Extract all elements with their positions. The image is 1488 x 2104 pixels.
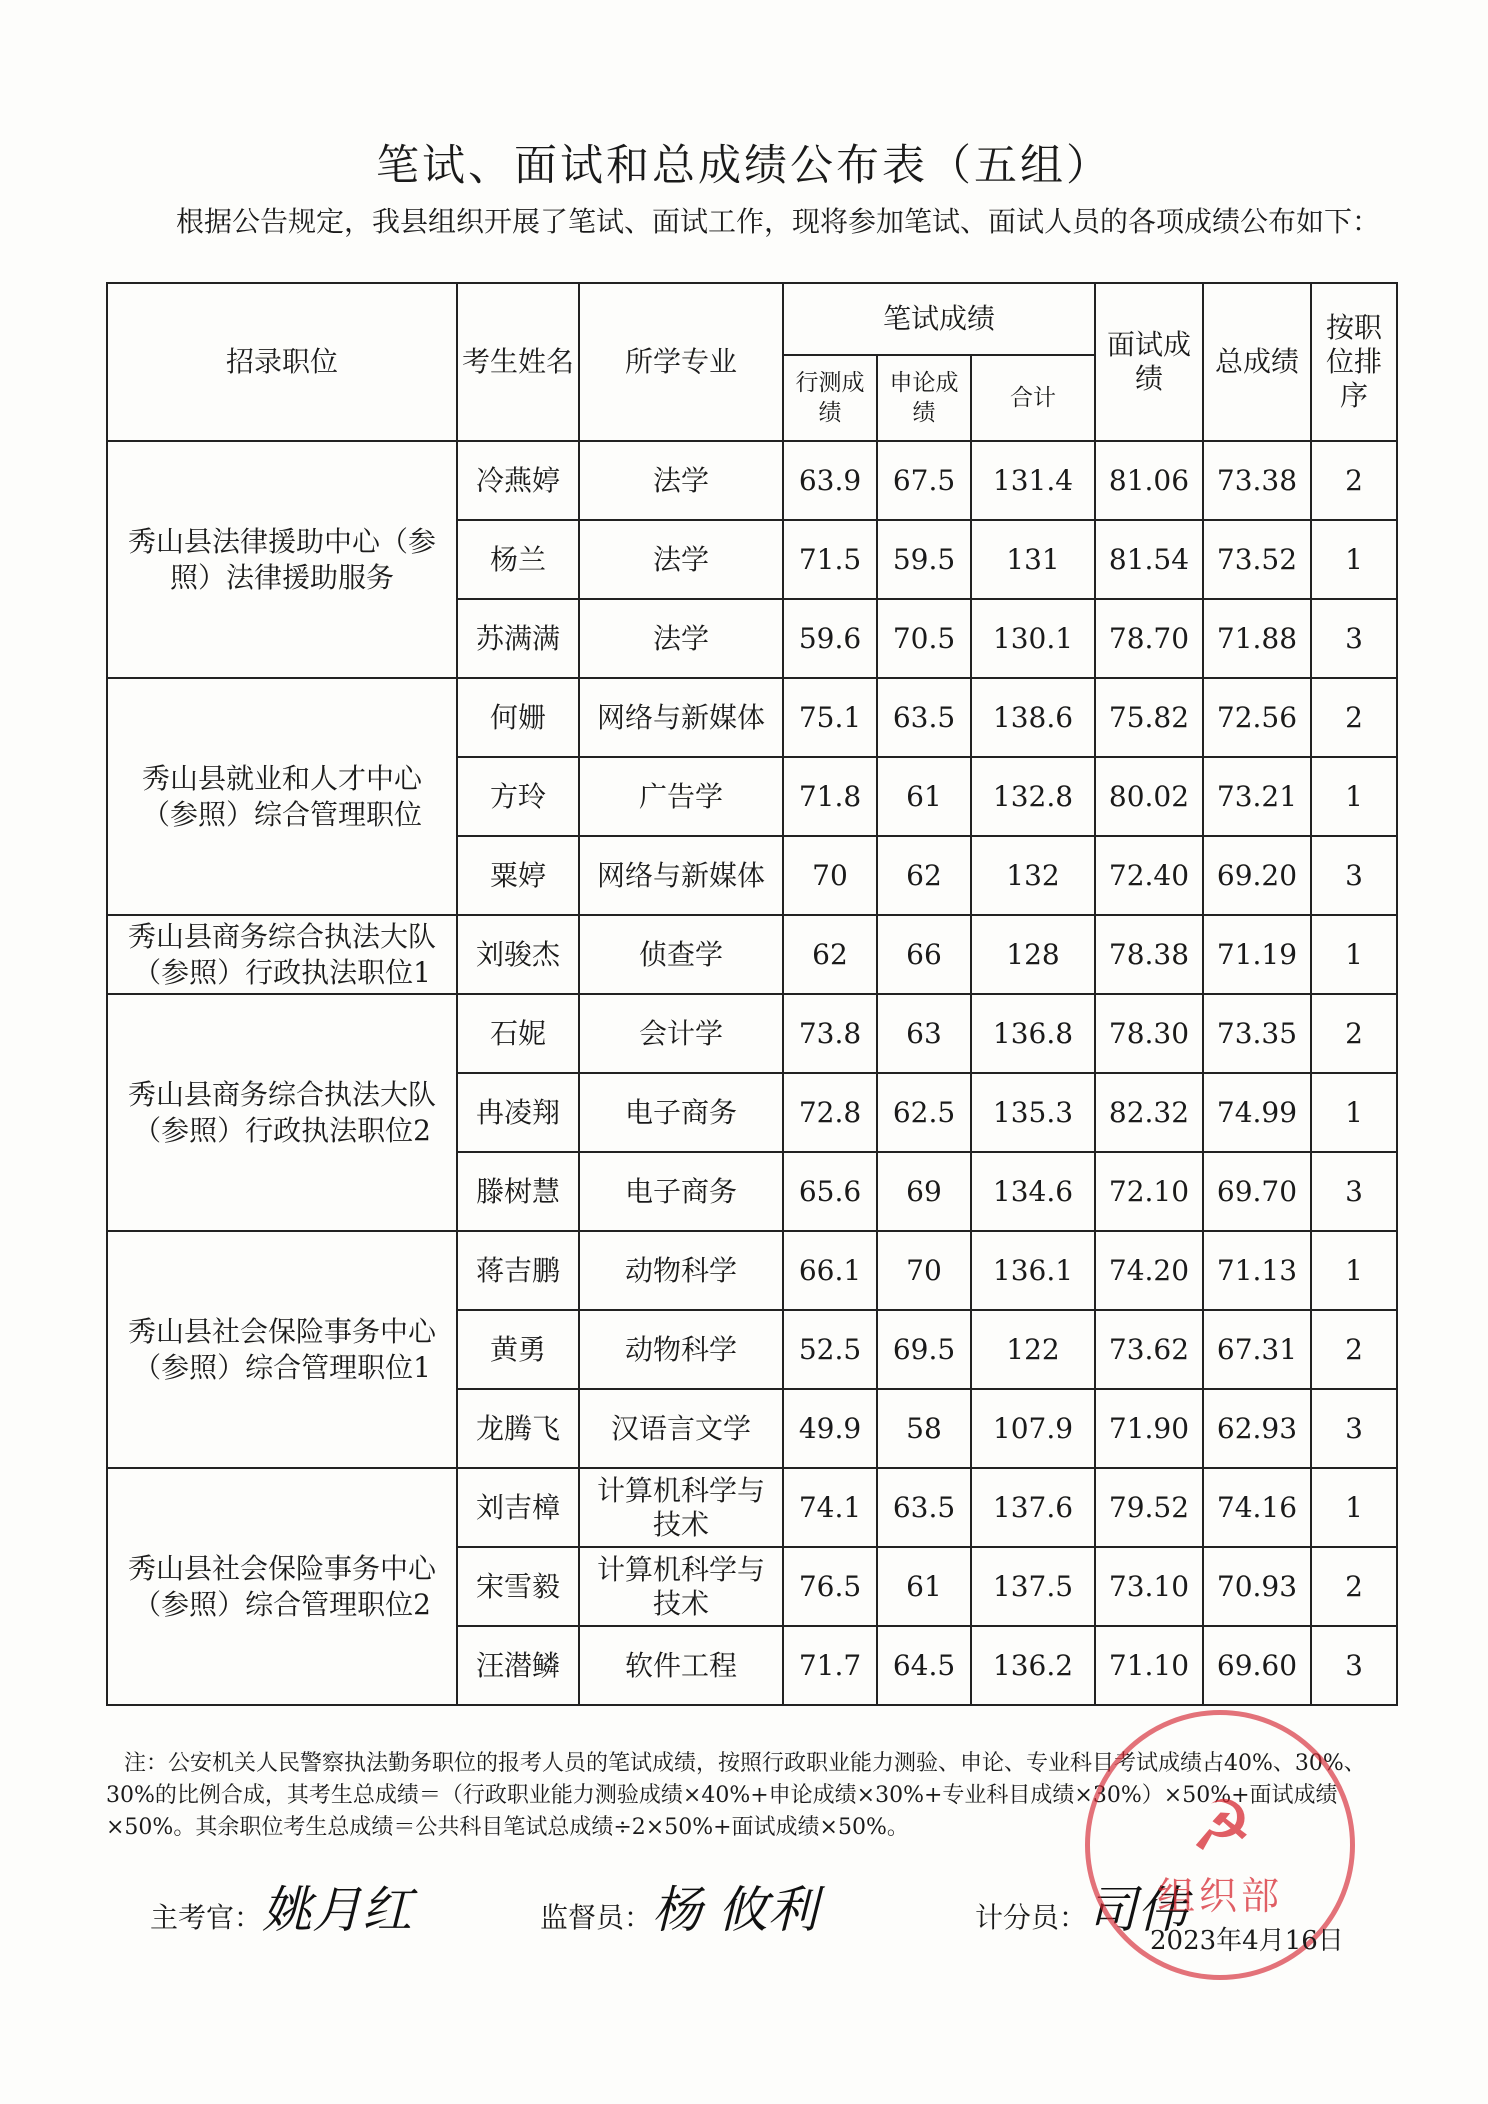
name-cell: 杨兰 [457, 520, 579, 599]
rank-cell: 2 [1311, 441, 1397, 520]
xingce-cell: 72.8 [783, 1073, 877, 1152]
shenlun-cell: 63 [877, 994, 971, 1073]
interview-cell: 78.70 [1095, 599, 1203, 678]
rank-cell: 3 [1311, 1389, 1397, 1468]
xingce-cell: 62 [783, 915, 877, 994]
intro-paragraph: 根据公告规定，我县组织开展了笔试、面试工作，现将参加笔试、面试人员的各项成绩公布如下： [176, 205, 1381, 238]
major-cell: 计算机科学与技术 [579, 1468, 783, 1547]
xingce-cell: 71.8 [783, 757, 877, 836]
supervisor-block [540, 1870, 818, 1942]
rank-cell: 2 [1311, 678, 1397, 757]
total-cell: 71.88 [1203, 599, 1311, 678]
party-emblem-icon: ☭ [1190, 1785, 1253, 1867]
position-cell: 秀山县社会保险事务中心（参照）综合管理职位2 [107, 1468, 457, 1705]
total-cell: 67.31 [1203, 1310, 1311, 1389]
shenlun-cell: 62.5 [877, 1073, 971, 1152]
position-cell: 秀山县商务综合执法大队（参照）行政执法职位1 [107, 915, 457, 994]
subtotal-cell: 132 [971, 836, 1095, 915]
shenlun-cell: 59.5 [877, 520, 971, 599]
supervisor-signature: 杨 攸利 [652, 1881, 818, 1939]
shenlun-cell: 67.5 [877, 441, 971, 520]
subtotal-cell: 138.6 [971, 678, 1095, 757]
page-title: 笔试、面试和总成绩公布表（五组） [376, 141, 1112, 191]
header-major: 所学专业 [579, 283, 783, 441]
subtotal-cell: 135.3 [971, 1073, 1095, 1152]
interview-cell: 82.32 [1095, 1073, 1203, 1152]
interview-cell: 71.10 [1095, 1626, 1203, 1705]
xingce-cell: 73.8 [783, 994, 877, 1073]
rank-cell: 1 [1311, 520, 1397, 599]
major-cell: 电子商务 [579, 1152, 783, 1231]
total-cell: 73.35 [1203, 994, 1311, 1073]
total-cell: 71.19 [1203, 915, 1311, 994]
name-cell: 刘吉樟 [457, 1468, 579, 1547]
examiner-block [150, 1870, 412, 1942]
header-written: 笔试成绩 [783, 283, 1095, 355]
xingce-cell: 71.7 [783, 1626, 877, 1705]
total-cell: 73.21 [1203, 757, 1311, 836]
shenlun-cell: 66 [877, 915, 971, 994]
table-row [107, 1468, 1397, 1547]
rank-cell: 1 [1311, 1468, 1397, 1547]
shenlun-cell: 70.5 [877, 599, 971, 678]
scorer-signature: 司伟 [1087, 1881, 1188, 1939]
examiner-label: 主考官： [150, 1901, 263, 1934]
major-cell: 侦查学 [579, 915, 783, 994]
subtotal-cell: 132.8 [971, 757, 1095, 836]
subtotal-cell: 137.5 [971, 1547, 1095, 1626]
rank-cell: 1 [1311, 915, 1397, 994]
name-cell: 宋雪毅 [457, 1547, 579, 1626]
header-rank: 按职位排序 [1311, 283, 1397, 441]
rank-cell: 1 [1311, 1231, 1397, 1310]
xingce-cell: 52.5 [783, 1310, 877, 1389]
shenlun-cell: 69.5 [877, 1310, 971, 1389]
interview-cell: 81.54 [1095, 520, 1203, 599]
table-row [107, 678, 1397, 757]
header-interview: 面试成绩 [1095, 283, 1203, 441]
rank-cell: 1 [1311, 1073, 1397, 1152]
xingce-cell: 76.5 [783, 1547, 877, 1626]
major-cell: 电子商务 [579, 1073, 783, 1152]
rank-cell: 3 [1311, 599, 1397, 678]
name-cell: 苏满满 [457, 599, 579, 678]
subtotal-cell: 131 [971, 520, 1095, 599]
position-cell: 秀山县社会保险事务中心（参照）综合管理职位1 [107, 1231, 457, 1468]
interview-cell: 78.38 [1095, 915, 1203, 994]
name-cell: 黄勇 [457, 1310, 579, 1389]
interview-cell: 75.82 [1095, 678, 1203, 757]
table-row [107, 1231, 1397, 1310]
shenlun-cell: 64.5 [877, 1626, 971, 1705]
total-cell: 69.60 [1203, 1626, 1311, 1705]
table-row [107, 441, 1397, 520]
subtotal-cell: 107.9 [971, 1389, 1095, 1468]
total-cell: 69.20 [1203, 836, 1311, 915]
interview-cell: 72.10 [1095, 1152, 1203, 1231]
interview-cell: 73.62 [1095, 1310, 1203, 1389]
supervisor-label: 监督员： [540, 1901, 653, 1934]
interview-cell: 78.30 [1095, 994, 1203, 1073]
shenlun-cell: 61 [877, 757, 971, 836]
interview-cell: 80.02 [1095, 757, 1203, 836]
subtotal-cell: 134.6 [971, 1152, 1095, 1231]
name-cell: 冷燕婷 [457, 441, 579, 520]
total-cell: 69.70 [1203, 1152, 1311, 1231]
rank-cell: 3 [1311, 836, 1397, 915]
subtotal-cell: 128 [971, 915, 1095, 994]
table-row [107, 915, 1397, 994]
name-cell: 冉凌翔 [457, 1073, 579, 1152]
major-cell: 网络与新媒体 [579, 836, 783, 915]
rank-cell: 2 [1311, 1547, 1397, 1626]
header-position: 招录职位 [107, 283, 457, 441]
total-cell: 73.38 [1203, 441, 1311, 520]
score-table-body [107, 441, 1397, 1705]
major-cell: 动物科学 [579, 1231, 783, 1310]
xingce-cell: 70 [783, 836, 877, 915]
interview-cell: 73.10 [1095, 1547, 1203, 1626]
shenlun-cell: 61 [877, 1547, 971, 1626]
xingce-cell: 75.1 [783, 678, 877, 757]
shenlun-cell: 63.5 [877, 1468, 971, 1547]
table-row [107, 994, 1397, 1073]
total-cell: 62.93 [1203, 1389, 1311, 1468]
subtotal-cell: 136.1 [971, 1231, 1095, 1310]
interview-cell: 79.52 [1095, 1468, 1203, 1547]
major-cell: 法学 [579, 520, 783, 599]
interview-cell: 74.20 [1095, 1231, 1203, 1310]
rank-cell: 2 [1311, 994, 1397, 1073]
xingce-cell: 49.9 [783, 1389, 877, 1468]
name-cell: 蒋吉鹏 [457, 1231, 579, 1310]
major-cell: 软件工程 [579, 1626, 783, 1705]
subtotal-cell: 136.8 [971, 994, 1095, 1073]
shenlun-cell: 63.5 [877, 678, 971, 757]
seal-text: 组织部 [1156, 1874, 1283, 1918]
header-total: 总成绩 [1203, 283, 1311, 441]
name-cell: 何姗 [457, 678, 579, 757]
rank-cell: 3 [1311, 1152, 1397, 1231]
total-cell: 72.56 [1203, 678, 1311, 757]
total-cell: 74.16 [1203, 1468, 1311, 1547]
name-cell: 粟婷 [457, 836, 579, 915]
issue-date: 2023年4月16日 [1150, 1926, 1344, 1956]
major-cell: 广告学 [579, 757, 783, 836]
position-cell: 秀山县就业和人才中心（参照）综合管理职位 [107, 678, 457, 915]
shenlun-cell: 58 [877, 1389, 971, 1468]
subtotal-cell: 131.4 [971, 441, 1095, 520]
total-cell: 73.52 [1203, 520, 1311, 599]
total-cell: 74.99 [1203, 1073, 1311, 1152]
xingce-cell: 66.1 [783, 1231, 877, 1310]
header-shenlun: 申论成绩 [877, 355, 971, 441]
major-cell: 汉语言文学 [579, 1389, 783, 1468]
total-cell: 70.93 [1203, 1547, 1311, 1626]
xingce-cell: 59.6 [783, 599, 877, 678]
xingce-cell: 74.1 [783, 1468, 877, 1547]
rank-cell: 2 [1311, 1310, 1397, 1389]
major-cell: 动物科学 [579, 1310, 783, 1389]
subtotal-cell: 130.1 [971, 599, 1095, 678]
major-cell: 会计学 [579, 994, 783, 1073]
name-cell: 滕树慧 [457, 1152, 579, 1231]
xingce-cell: 71.5 [783, 520, 877, 599]
header-name: 考生姓名 [457, 283, 579, 441]
header-xingce: 行测成绩 [783, 355, 877, 441]
xingce-cell: 65.6 [783, 1152, 877, 1231]
shenlun-cell: 70 [877, 1231, 971, 1310]
name-cell: 方玲 [457, 757, 579, 836]
header-subtotal: 合计 [971, 355, 1095, 441]
shenlun-cell: 69 [877, 1152, 971, 1231]
scorer-label: 计分员： [975, 1901, 1088, 1934]
examiner-signature: 姚月红 [262, 1881, 413, 1939]
rank-cell: 1 [1311, 757, 1397, 836]
major-cell: 网络与新媒体 [579, 678, 783, 757]
rank-cell: 3 [1311, 1626, 1397, 1705]
interview-cell: 81.06 [1095, 441, 1203, 520]
name-cell: 刘骏杰 [457, 915, 579, 994]
shenlun-cell: 62 [877, 836, 971, 915]
score-table [106, 282, 1398, 1706]
name-cell: 龙腾飞 [457, 1389, 579, 1468]
major-cell: 法学 [579, 441, 783, 520]
position-cell: 秀山县法律援助中心（参照）法律援助服务 [107, 441, 457, 678]
subtotal-cell: 137.6 [971, 1468, 1095, 1547]
subtotal-cell: 122 [971, 1310, 1095, 1389]
interview-cell: 72.40 [1095, 836, 1203, 915]
subtotal-cell: 136.2 [971, 1626, 1095, 1705]
total-cell: 71.13 [1203, 1231, 1311, 1310]
interview-cell: 71.90 [1095, 1389, 1203, 1468]
xingce-cell: 63.9 [783, 441, 877, 520]
name-cell: 石妮 [457, 994, 579, 1073]
major-cell: 计算机科学与技术 [579, 1547, 783, 1626]
major-cell: 法学 [579, 599, 783, 678]
name-cell: 汪潜鳞 [457, 1626, 579, 1705]
footnote: 注：公安机关人民警察执法勤务职位的报考人员的笔试成绩，按照行政职业能力测验、申论、专业科目考试成绩占40%、30%、30%的比例合成，其考生总成绩＝（行政职业能力测验成绩×40%+申论成绩×30%+专业科目成绩×30%）×50%+面试成绩×50%。其余职位考生总成绩＝公共科目笔试总成绩÷2×50%+面试成绩×50%。 [106, 1751, 1366, 1840]
position-cell: 秀山县商务综合执法大队（参照）行政执法职位2 [107, 994, 457, 1231]
